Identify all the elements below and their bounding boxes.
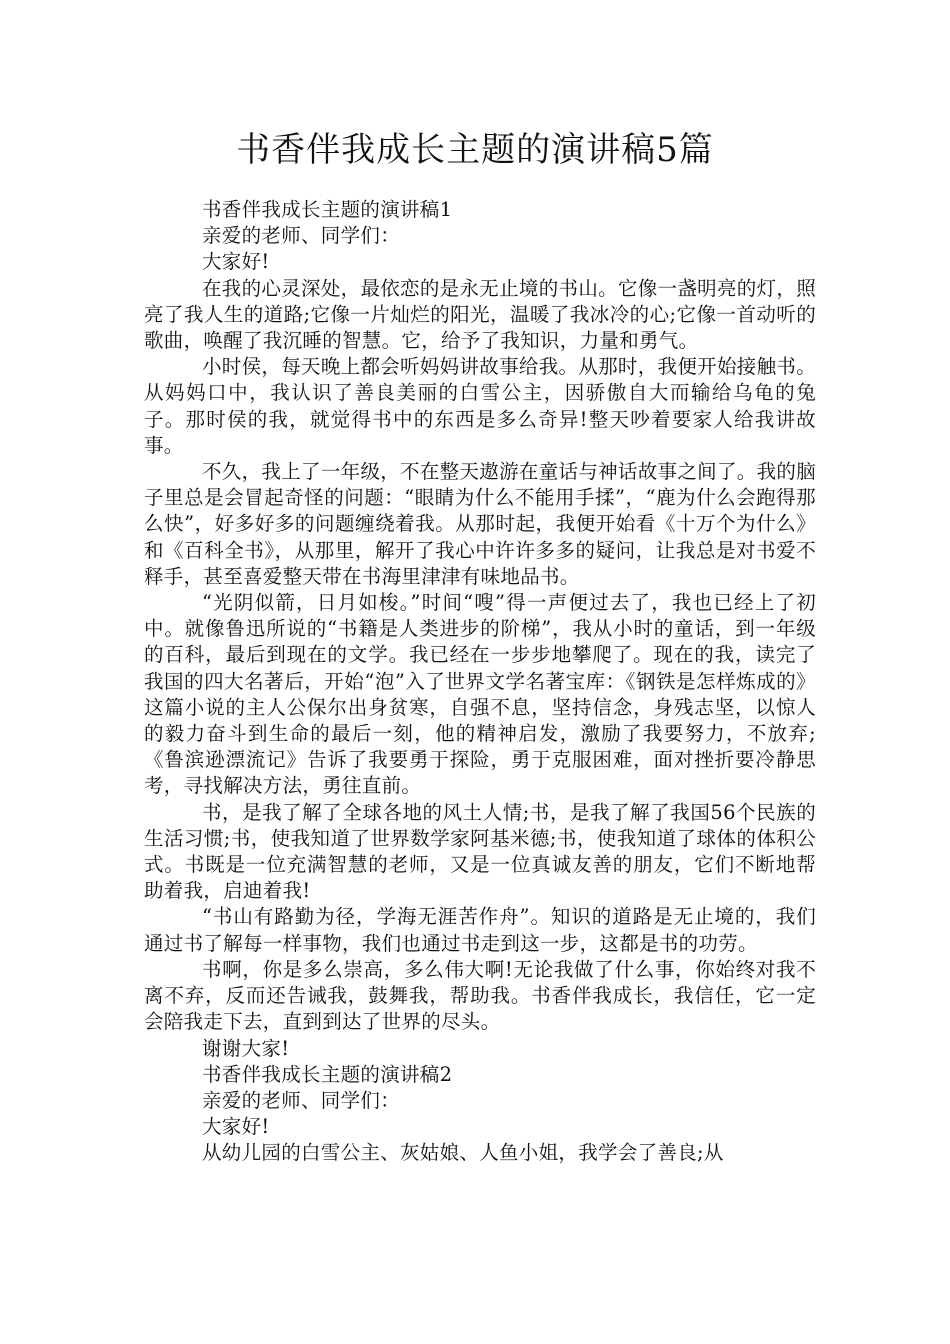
section-2-heading: 书香伴我成长主题的演讲稿2 (202, 1062, 453, 1086)
section-1-greeting: 大家好! (202, 250, 270, 274)
document-title: 书香伴我成长主题的演讲稿5篇 (236, 130, 714, 170)
section-1-closing: 谢谢大家! (202, 1036, 290, 1060)
paragraph: 在我的心灵深处，最依恋的是永无止境的书山。它像一盏明亮的灯，照亮了我人生的道路;它像一片灿烂的阳光，温暖了我冰冷的心;它像一首动听的歌曲，唤醒了我沉睡的智慧。它，给予了我知识，力量和勇气。 (144, 276, 816, 353)
section-1-heading: 书香伴我成长主题的演讲稿1 (202, 198, 453, 221)
paragraph: 书，是我了解了全球各地的风土人情;书，是我了解了我国56个民族的生活习惯;书，使我知道了世界数学家阿基米德;书，使我知道了球体的体积公式。书既是一位充满智慧的老师，又是一位真诚友善的朋友，它们不断地帮助着我，启迪着我! (144, 800, 816, 903)
paragraph: “光阴似箭，日月如梭。”时间“嗖”得一声便过去了，我也已经上了初中。就像鲁迅所说的“书籍是人类进步的阶梯”，我从小时的童话，到一年级的百科，最后到现在的文学。我已经在一步步地攀爬了。现在的我，读完了我国的四大名著后，开始“泡”入了世界文学名著宝库：《钢铁是怎样炼成的》这篇小说的主人公保尔出身贫寒，自强不息，坚持信念，身残志坚，以惊人的毅力奋斗到生命的最后一刻，他的精神启发，激励了我要努力，不放弃;《鲁滨逊漂流记》告诉了我要勇于探险，勇于克服困难，面对挫折要冷静思考，寻找解决方法，勇往直前。 (144, 591, 816, 798)
section-2-greeting: 大家好! (202, 1115, 270, 1139)
paragraph: 书啊，你是多么崇高，多么伟大啊!无论我做了什么事，你始终对我不离不弃，反而还告诫我，鼓舞我，帮助我。书香伴我成长，我信任，它一定会陪我走下去，直到到达了世界的尽头。 (144, 957, 816, 1034)
document-body (144, 197, 816, 1167)
paragraph: 不久，我上了一年级，不在整天遨游在童话与神话故事之间了。我的脑子里总是会冒起奇怪的问题：“眼睛为什么不能用手揉”，“鹿为什么会跑得那么快”，好多好多的问题缠绕着我。从那时起，我便开始看《十万个为什么》和《百科全书》，从那里，解开了我心中许许多多的疑问，让我总是对书爱不释手，甚至喜爱整天带在书海里津津有味地品书。 (144, 460, 816, 588)
section-1-salutation: 亲爱的老师、同学们： (202, 224, 401, 248)
paragraph: “书山有路勤为径，学海无涯苦作舟”。知识的道路是无止境的，我们通过书了解每一样事物，我们也通过书走到这一步，这都是书的功劳。 (144, 905, 816, 955)
section-2-salutation: 亲爱的老师、同学们： (202, 1088, 401, 1112)
paragraph: 小时侯，每天晚上都会听妈妈讲故事给我。从那时，我便开始接触书。从妈妈口中，我认识了善良美丽的白雪公主，因骄傲自大而输给乌龟的兔子。那时侯的我，就觉得书中的东西是多么奇异!整天吵着要家人给我讲故事。 (144, 355, 816, 457)
paragraph: 从幼儿园的白雪公主、灰姑娘、人鱼小姐，我学会了善良;从 (202, 1141, 724, 1165)
